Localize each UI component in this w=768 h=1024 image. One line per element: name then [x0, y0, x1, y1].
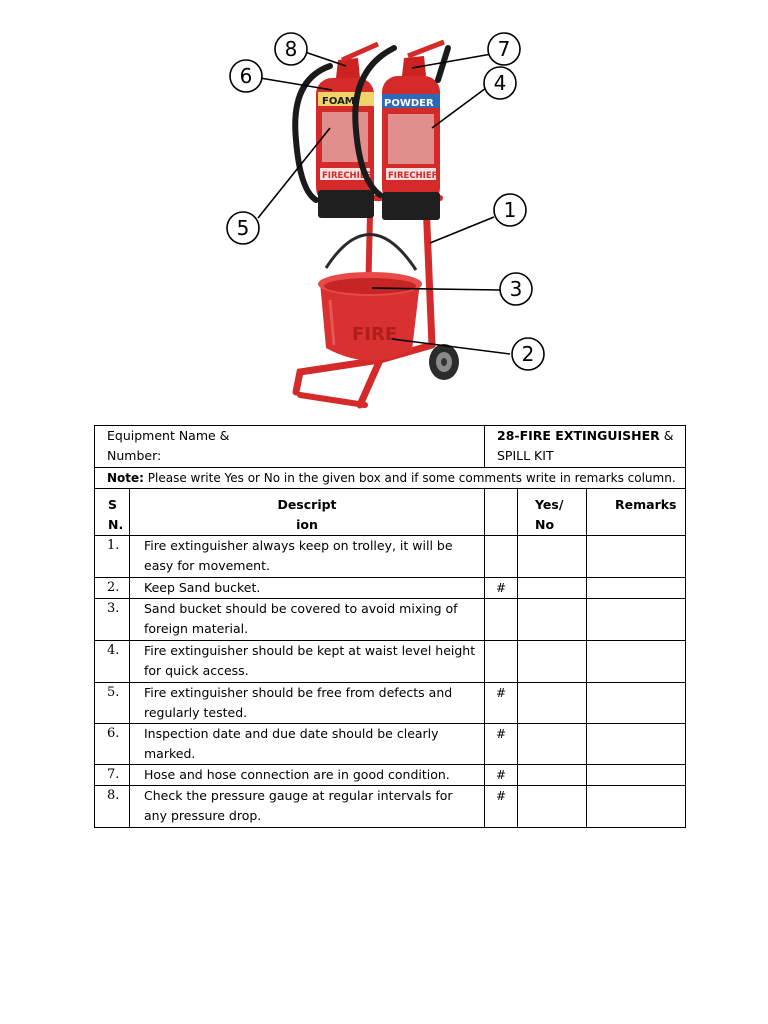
row-mark: # — [485, 765, 518, 786]
row-description: Sand bucket should be covered to avoid mixing of foreign material. — [130, 599, 485, 641]
table-row — [95, 599, 686, 641]
remarks-cell[interactable] — [587, 578, 686, 599]
callout-5 — [227, 212, 259, 244]
callout-number: 1 — [503, 198, 517, 222]
table-row — [95, 578, 686, 599]
table-row — [95, 641, 686, 683]
fire-trolley-figure — [0, 0, 768, 420]
yes-no-cell[interactable] — [518, 578, 587, 599]
callout-2 — [512, 338, 544, 370]
row-description: Fire extinguisher always keep on trolley, it will be easy for movement. — [130, 536, 485, 578]
yes-no-cell[interactable] — [518, 641, 587, 683]
remarks-cell[interactable] — [587, 599, 686, 641]
powder-label: POWDER — [384, 98, 434, 109]
row-description: Fire extinguisher should be kept at waist level height for quick access. — [130, 641, 485, 683]
yes-no-cell[interactable] — [518, 683, 587, 724]
description-header: Description — [130, 489, 485, 536]
row-number: 2. — [95, 578, 130, 599]
mark-header — [485, 489, 518, 536]
row-mark: # — [485, 786, 518, 828]
remarks-cell[interactable] — [587, 641, 686, 683]
sn-header: S N. — [95, 489, 130, 536]
equipment-row — [95, 426, 686, 468]
table-row — [95, 724, 686, 765]
remarks-cell[interactable] — [587, 765, 686, 786]
note-text: Please write Yes or No in the given box and if some comments write in remarks column. — [143, 471, 676, 485]
remarks-cell[interactable] — [587, 786, 686, 828]
row-number: 6. — [95, 724, 130, 765]
row-mark — [485, 599, 518, 641]
remarks-cell[interactable] — [587, 724, 686, 765]
equipment-value — [485, 426, 686, 468]
remarks-header: Remarks — [587, 489, 686, 536]
table-row — [95, 786, 686, 828]
inspection-checklist-table — [94, 425, 686, 828]
callout-3 — [500, 273, 532, 305]
callout-number: 3 — [509, 277, 523, 301]
row-number: 7. — [95, 765, 130, 786]
remarks-cell[interactable] — [587, 536, 686, 578]
foam-label: FOAM — [322, 96, 355, 107]
note-cell — [95, 468, 686, 489]
row-number: 5. — [95, 683, 130, 724]
foam-brand: FIRECHIEF — [322, 171, 372, 181]
table-row — [95, 683, 686, 724]
equipment-name-rest: & SPILL KIT — [497, 428, 674, 463]
callout-number: 4 — [493, 71, 507, 95]
callout-1 — [494, 194, 526, 226]
yes-no-cell[interactable] — [518, 786, 587, 828]
callout-number: 5 — [236, 216, 250, 240]
callout-number: 2 — [521, 342, 535, 366]
row-mark — [485, 641, 518, 683]
equipment-label: Equipment Name & Number: — [95, 426, 485, 468]
row-mark — [485, 536, 518, 578]
callout-4 — [484, 67, 516, 99]
powder-brand: FIRECHIEF — [388, 171, 438, 181]
yes-no-cell[interactable] — [518, 536, 587, 578]
callout-number: 6 — [239, 64, 253, 88]
checklist-rows — [95, 536, 686, 828]
row-mark: # — [485, 683, 518, 724]
equipment-name-bold: 28-FIRE EXTINGUISHER — [497, 428, 660, 443]
note-label: Note: — [107, 471, 144, 485]
row-number: 3. — [95, 599, 130, 641]
callout-6 — [230, 60, 262, 92]
trolley-wheel — [429, 344, 459, 380]
callout-7 — [488, 33, 520, 65]
row-number: 1. — [95, 536, 130, 578]
yes-no-cell[interactable] — [518, 599, 587, 641]
remarks-cell[interactable] — [587, 683, 686, 724]
powder-extinguisher — [382, 42, 444, 220]
table-row — [95, 536, 686, 578]
table-row — [95, 765, 686, 786]
note-row — [95, 468, 686, 489]
yes-no-cell[interactable] — [518, 765, 587, 786]
callout-8 — [275, 33, 307, 65]
row-description: Hose and hose connection are in good condition. — [130, 765, 485, 786]
row-mark: # — [485, 724, 518, 765]
row-description: Keep Sand bucket. — [130, 578, 485, 599]
yes-no-cell[interactable] — [518, 724, 587, 765]
row-number: 8. — [95, 786, 130, 828]
column-header-row — [95, 489, 686, 536]
row-description: Inspection date and due date should be clearly marked. — [130, 724, 485, 765]
row-mark: # — [485, 578, 518, 599]
bucket-fire-text: FIRE — [352, 324, 398, 345]
yes-no-header: Yes/ No — [518, 489, 587, 536]
row-number: 4. — [95, 641, 130, 683]
callout-number: 8 — [284, 37, 298, 61]
row-description: Check the pressure gauge at regular intervals for any pressure drop. — [130, 786, 485, 828]
row-description: Fire extinguisher should be free from defects and regularly tested. — [130, 683, 485, 724]
callout-number: 7 — [497, 37, 511, 61]
